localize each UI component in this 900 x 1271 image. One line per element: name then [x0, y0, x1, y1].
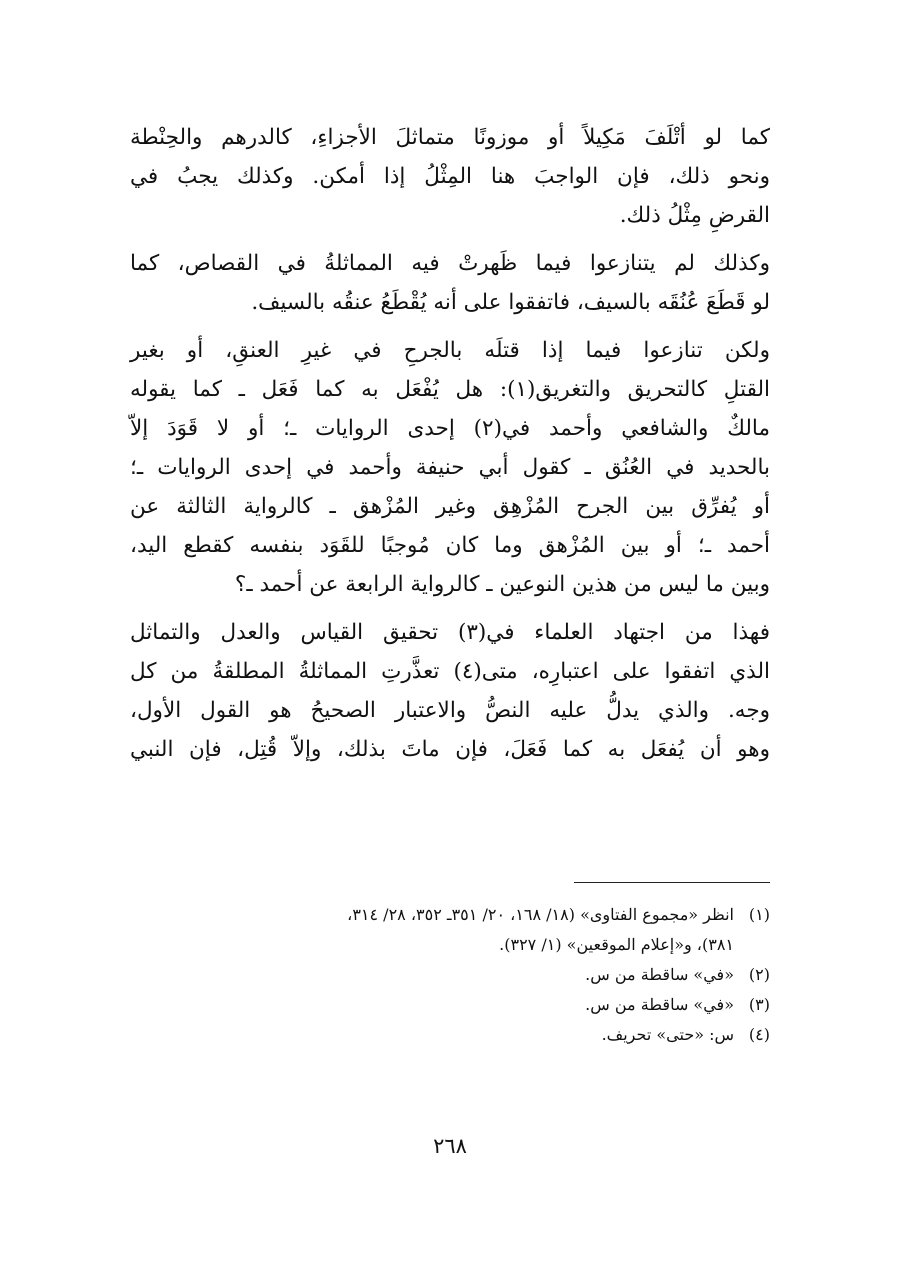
text-line: كما لو أتْلَفَ مَكِيلاً أو موزونًا متماثلَ الأجزاءِ، كالدرهم والحِنْطة — [130, 125, 770, 150]
footnote-continuation: ٣٨١)، و«إعلام الموقعين» (١/ ٣٢٧). — [499, 935, 734, 954]
text-line: وبين ما ليس من هذين النوعين ـ كالرواية الرابعة عن أحمد ـ؟ — [234, 572, 770, 597]
text-line: ونحو ذلك، فإن الواجبَ هنا المِثْلُ إذا أمكن. وكذلك يجبُ في — [130, 164, 770, 189]
text-line: القتلِ كالتحريق والتغريق(١): هل يُفْعَل به كما فَعَل ـ كما يقوله — [130, 377, 770, 402]
text-line: وكذلك لم يتنازعوا فيما ظَهرتْ فيه المماثلةُ في القصاص، كما — [130, 251, 770, 276]
text-line: لو قَطَعَ عُنُقَه بالسيف، فاتفقوا على أنه يُقْطَعُ عنقُه بالسيف. — [251, 290, 770, 315]
paragraph — [130, 244, 770, 322]
footnote-text: انظر «مجموع الفتاوى» (١٨/ ١٦٨، ٢٠/ ٣٥١ـ ٣٥٢، ٢٨/ ٣١٤، — [347, 905, 734, 924]
footnotes — [130, 900, 770, 1050]
text-line: أو يُفرِّق بين الجرح المُزْهِق وغير المُزْهق ـ كالرواية الثالثة عن — [130, 494, 770, 519]
footnote-1 — [130, 900, 770, 930]
footnote-text: س: «حتى» تحريف. — [601, 1025, 734, 1044]
paragraph — [130, 118, 770, 235]
footnote-divider — [574, 882, 770, 883]
text-line: وهو أن يُفعَل به كما فَعَلَ، فإن ماتَ بذلك، وإلاّ قُتِل، فإن النبي — [130, 737, 770, 762]
footnote-3 — [130, 990, 770, 1020]
text-line: أحمد ـ؛ أو بين المُزْهق وما كان مُوجبًا للقَوَد بنفسه كقطع اليد، — [130, 533, 770, 558]
text-line: القرضِ مِثْلُ ذلك. — [619, 203, 770, 228]
footnote-number: (٤) — [748, 1025, 770, 1044]
text-line: وجه. والذي يدلُّ عليه النصُّ والاعتبار الصحيحُ هو القول الأول، — [130, 698, 770, 723]
text-line: ولكن تنازعوا فيما إذا قتلَه بالجرحِ في غيرِ العنقِ، أو بغير — [130, 338, 770, 363]
footnote-number: (٢) — [748, 965, 770, 984]
footnote-number: (١) — [748, 905, 770, 924]
text-line: فهذا من اجتهاد العلماء في(٣) تحقيق القياس والعدل والتماثل — [130, 620, 770, 645]
paragraph — [130, 331, 770, 604]
text-line: الذي اتفقوا على اعتبارِه، متى(٤) تعذَّرتِ المماثلةُ المطلقةُ من كل — [130, 659, 770, 684]
footnote-2 — [130, 960, 770, 990]
text-line: بالحديد في العُنُق ـ كقول أبي حنيفة وأحمد في إحدى الروايات ـ؛ — [130, 455, 770, 480]
footnote-text: «في» ساقطة من س. — [585, 965, 734, 984]
main-text — [130, 118, 770, 778]
footnote-4 — [130, 1020, 770, 1050]
footnote-number: (٣) — [748, 995, 770, 1014]
text-line: مالكٌ والشافعي وأحمد في(٢) إحدى الروايات ـ؛ أو لا قَوَدَ إلاّ — [130, 416, 770, 441]
footnote-text: «في» ساقطة من س. — [585, 995, 734, 1014]
paragraph — [130, 613, 770, 769]
page-number: ٢٦٨ — [433, 1134, 467, 1158]
